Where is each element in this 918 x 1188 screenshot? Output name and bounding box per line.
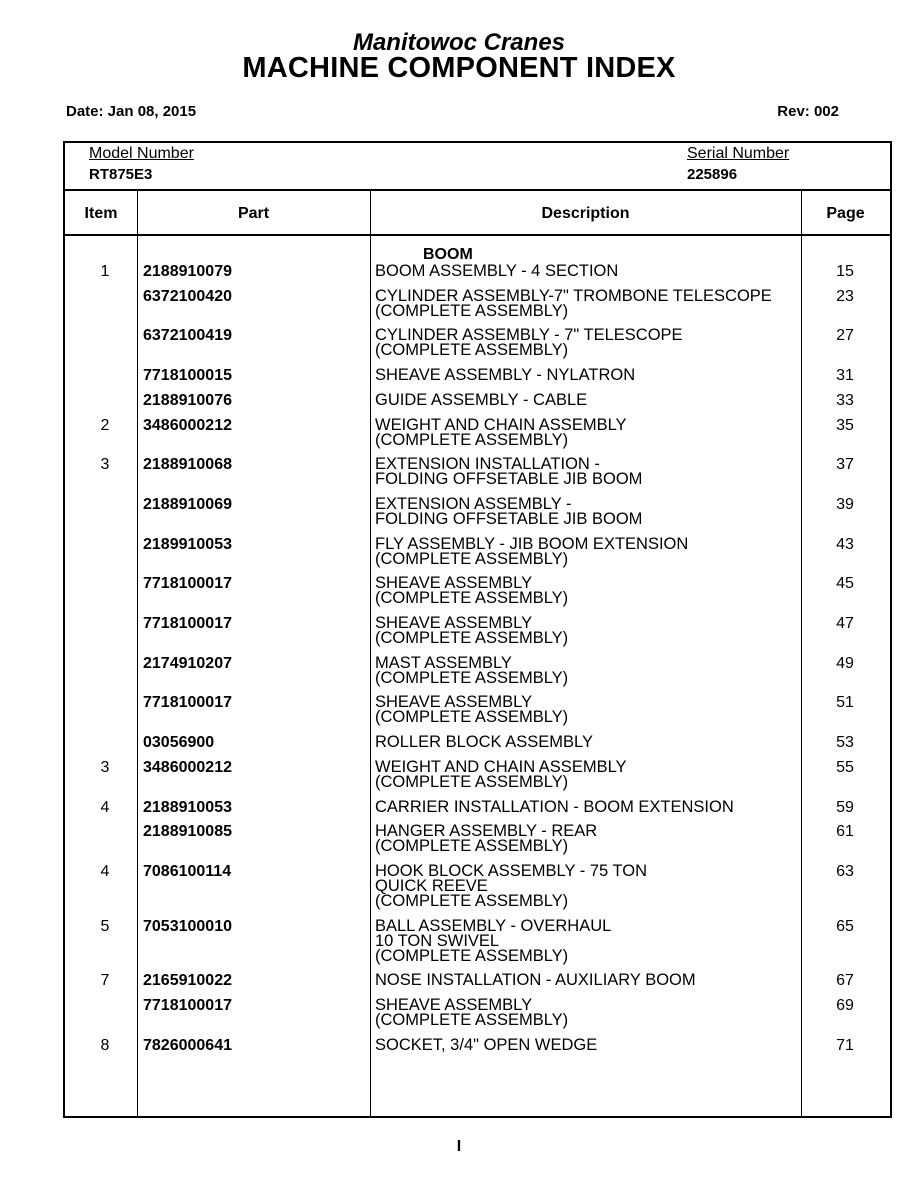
row-description-line: SHEAVE ASSEMBLY: [375, 996, 533, 1014]
row-description-line: FOLDING OFFSETABLE JIB BOOM: [375, 509, 643, 528]
document-title: MACHINE COMPONENT INDEX: [242, 52, 676, 84]
row-description-line: (COMPLETE ASSEMBLY): [375, 891, 569, 910]
row-description-line: HANGER ASSEMBLY - REAR: [375, 822, 598, 841]
column-header-divider: [65, 234, 890, 236]
row-description: [375, 328, 683, 358]
row-page-number: 33: [836, 391, 854, 409]
row-description-line: (COMPLETE ASSEMBLY): [375, 430, 569, 449]
column-header-description: Description: [541, 205, 630, 222]
row-page-number: 53: [836, 734, 854, 752]
row-description: [375, 494, 643, 528]
column-header-page: Page: [826, 205, 865, 222]
row-part-number: 2188910076: [143, 391, 232, 409]
row-part-number: 2174910207: [143, 654, 232, 672]
row-description: [375, 368, 635, 383]
row-item-number: 1: [100, 263, 110, 280]
row-description-line: SHEAVE ASSEMBLY: [375, 614, 533, 632]
row-description-line: (COMPLETE ASSEMBLY): [375, 549, 569, 568]
row-page-number: 35: [836, 416, 854, 434]
column-header-part: Part: [237, 205, 270, 222]
row-description-line: CARRIER INSTALLATION - BOOM EXTENSION: [375, 797, 734, 816]
row-part-number: 7086100114: [143, 862, 232, 880]
row-description-line: EXTENSION INSTALLATION -: [375, 455, 600, 474]
row-page-number: 15: [836, 263, 854, 280]
row-description-line: 10 TON SWIVEL: [375, 931, 500, 950]
row-part-number: 7718100017: [143, 997, 232, 1014]
row-description-line: (COMPLETE ASSEMBLY): [375, 708, 569, 727]
row-description: [375, 757, 627, 791]
row-part-number: 7718100017: [143, 615, 232, 632]
row-description-line: BOOM ASSEMBLY - 4 SECTION: [375, 262, 619, 280]
row-description-line: (COMPLETE ASSEMBLY): [375, 772, 569, 791]
row-description-line: (COMPLETE ASSEMBLY): [375, 301, 569, 320]
row-description-line: SOCKET, 3/4" OPEN WEDGE: [375, 1035, 598, 1054]
row-part-number: 2188910069: [143, 495, 232, 513]
row-description: [375, 616, 568, 646]
row-description: [375, 695, 568, 725]
company-name: Manitowoc Cranes: [352, 29, 566, 56]
row-description: [375, 457, 642, 487]
document-revision: Rev: 002: [777, 103, 839, 120]
row-description-line: (COMPLETE ASSEMBLY): [375, 946, 569, 965]
row-part-number: 2189910053: [143, 535, 232, 553]
row-item-number: 3: [100, 456, 110, 474]
row-description-line: CYLINDER ASSEMBLY - 7" TELESCOPE: [375, 326, 683, 345]
row-description: [375, 861, 648, 910]
row-description-line: (COMPLETE ASSEMBLY): [375, 837, 569, 856]
row-part-number: 6372100419: [143, 327, 232, 345]
row-part-number: 2165910022: [143, 972, 232, 990]
row-description: [375, 998, 568, 1028]
row-page-number: 23: [836, 287, 854, 305]
row-page-number: 43: [836, 535, 854, 553]
row-description-line: CYLINDER ASSEMBLY-7" TROMBONE TELESCOPE: [375, 286, 772, 305]
row-part-number: 03056900: [143, 734, 215, 752]
row-part-number: 3486000212: [143, 758, 232, 776]
row-page-number: 69: [836, 997, 854, 1014]
row-page-number: 47: [836, 615, 854, 632]
serial-number-value: 225896: [687, 166, 738, 183]
row-description: [375, 390, 588, 409]
row-page-number: 39: [836, 495, 854, 513]
row-description: [375, 1035, 598, 1054]
row-description: [375, 653, 569, 687]
row-part-number: 7718100015: [143, 367, 232, 385]
document-date: Date: Jan 08, 2015: [66, 103, 197, 120]
row-description: [375, 286, 772, 320]
model-number-value: RT875E3: [89, 166, 153, 183]
row-description: [375, 824, 597, 854]
row-item-number: 4: [100, 798, 110, 816]
row-description-line: WEIGHT AND CHAIN ASSEMBLY: [375, 415, 627, 434]
row-description-line: GUIDE ASSEMBLY - CABLE: [375, 390, 588, 409]
page-number: I: [456, 1138, 462, 1155]
row-part-number: 2188910079: [143, 263, 232, 280]
row-page-number: 45: [836, 575, 854, 593]
row-description: [375, 735, 593, 750]
row-description-line: MAST ASSEMBLY: [375, 653, 512, 672]
row-description-line: (COMPLETE ASSEMBLY): [375, 341, 569, 360]
component-index-table: [63, 141, 892, 1118]
row-description-line: NOSE INSTALLATION - AUXILIARY BOOM: [375, 971, 696, 990]
row-part-number: 2188910085: [143, 823, 232, 841]
row-part-number: 6372100420: [143, 287, 232, 305]
model-number-label: Model Number: [89, 145, 194, 162]
row-description-line: EXTENSION ASSEMBLY -: [375, 494, 572, 513]
row-page-number: 49: [836, 654, 854, 672]
row-description-line: SHEAVE ASSEMBLY: [375, 574, 533, 593]
row-description-line: SHEAVE ASSEMBLY: [375, 693, 533, 712]
row-page-number: 67: [836, 972, 854, 990]
row-description-line: ROLLER BLOCK ASSEMBLY: [375, 733, 593, 752]
row-description: [375, 973, 696, 988]
row-description: [375, 264, 618, 279]
row-part-number: 7053100010: [143, 917, 232, 935]
column-divider-description: [801, 189, 802, 1116]
row-part-number: 2188910053: [143, 798, 232, 816]
row-item-number: 4: [100, 862, 110, 880]
row-description: [375, 576, 568, 606]
row-part-number: 7826000641: [143, 1036, 232, 1054]
row-description: [375, 916, 612, 965]
row-description-line: FLY ASSEMBLY - JIB BOOM EXTENSION: [375, 534, 689, 553]
row-page-number: 59: [836, 798, 854, 816]
row-description-line: BALL ASSEMBLY - OVERHAUL: [375, 916, 612, 935]
row-description: [375, 797, 734, 816]
row-description-line: FOLDING OFFSETABLE JIB BOOM: [375, 470, 643, 489]
column-header-item: Item: [84, 205, 118, 222]
row-description-line: (COMPLETE ASSEMBLY): [375, 589, 569, 608]
row-page-number: 61: [836, 823, 854, 841]
row-description-line: QUICK REEVE: [375, 876, 488, 895]
header-divider: [65, 189, 890, 191]
row-page-number: 55: [836, 758, 854, 776]
row-description-line: (COMPLETE ASSEMBLY): [375, 629, 569, 647]
row-description-line: (COMPLETE ASSEMBLY): [375, 668, 569, 687]
row-description-line: HOOK BLOCK ASSEMBLY - 75 TON: [375, 861, 648, 880]
row-page-number: 63: [836, 862, 854, 880]
row-description-line: WEIGHT AND CHAIN ASSEMBLY: [375, 757, 627, 776]
row-part-number: 7718100017: [143, 575, 232, 593]
row-item-number: 2: [100, 416, 110, 434]
row-item-number: 8: [100, 1036, 110, 1054]
row-part-number: 2188910068: [143, 456, 232, 474]
row-item-number: 3: [100, 758, 110, 776]
row-item-number: 5: [100, 917, 110, 935]
serial-number-label: Serial Number: [687, 145, 790, 162]
row-page-number: 71: [836, 1036, 854, 1054]
row-description-line: SHEAVE ASSEMBLY - NYLATRON: [375, 366, 636, 385]
row-item-number: 7: [100, 972, 110, 990]
row-description-line: (COMPLETE ASSEMBLY): [375, 1011, 569, 1029]
row-part-number: 7718100017: [143, 694, 232, 712]
row-page-number: 65: [836, 917, 854, 935]
row-page-number: 31: [836, 367, 854, 385]
row-description: [375, 534, 689, 568]
row-part-number: 3486000212: [143, 416, 232, 434]
row-page-number: 51: [836, 694, 854, 712]
section-title: BOOM: [423, 246, 473, 263]
row-page-number: 37: [836, 456, 854, 474]
row-description: [375, 415, 627, 449]
column-divider-part: [370, 189, 371, 1116]
row-page-number: 27: [836, 327, 854, 345]
